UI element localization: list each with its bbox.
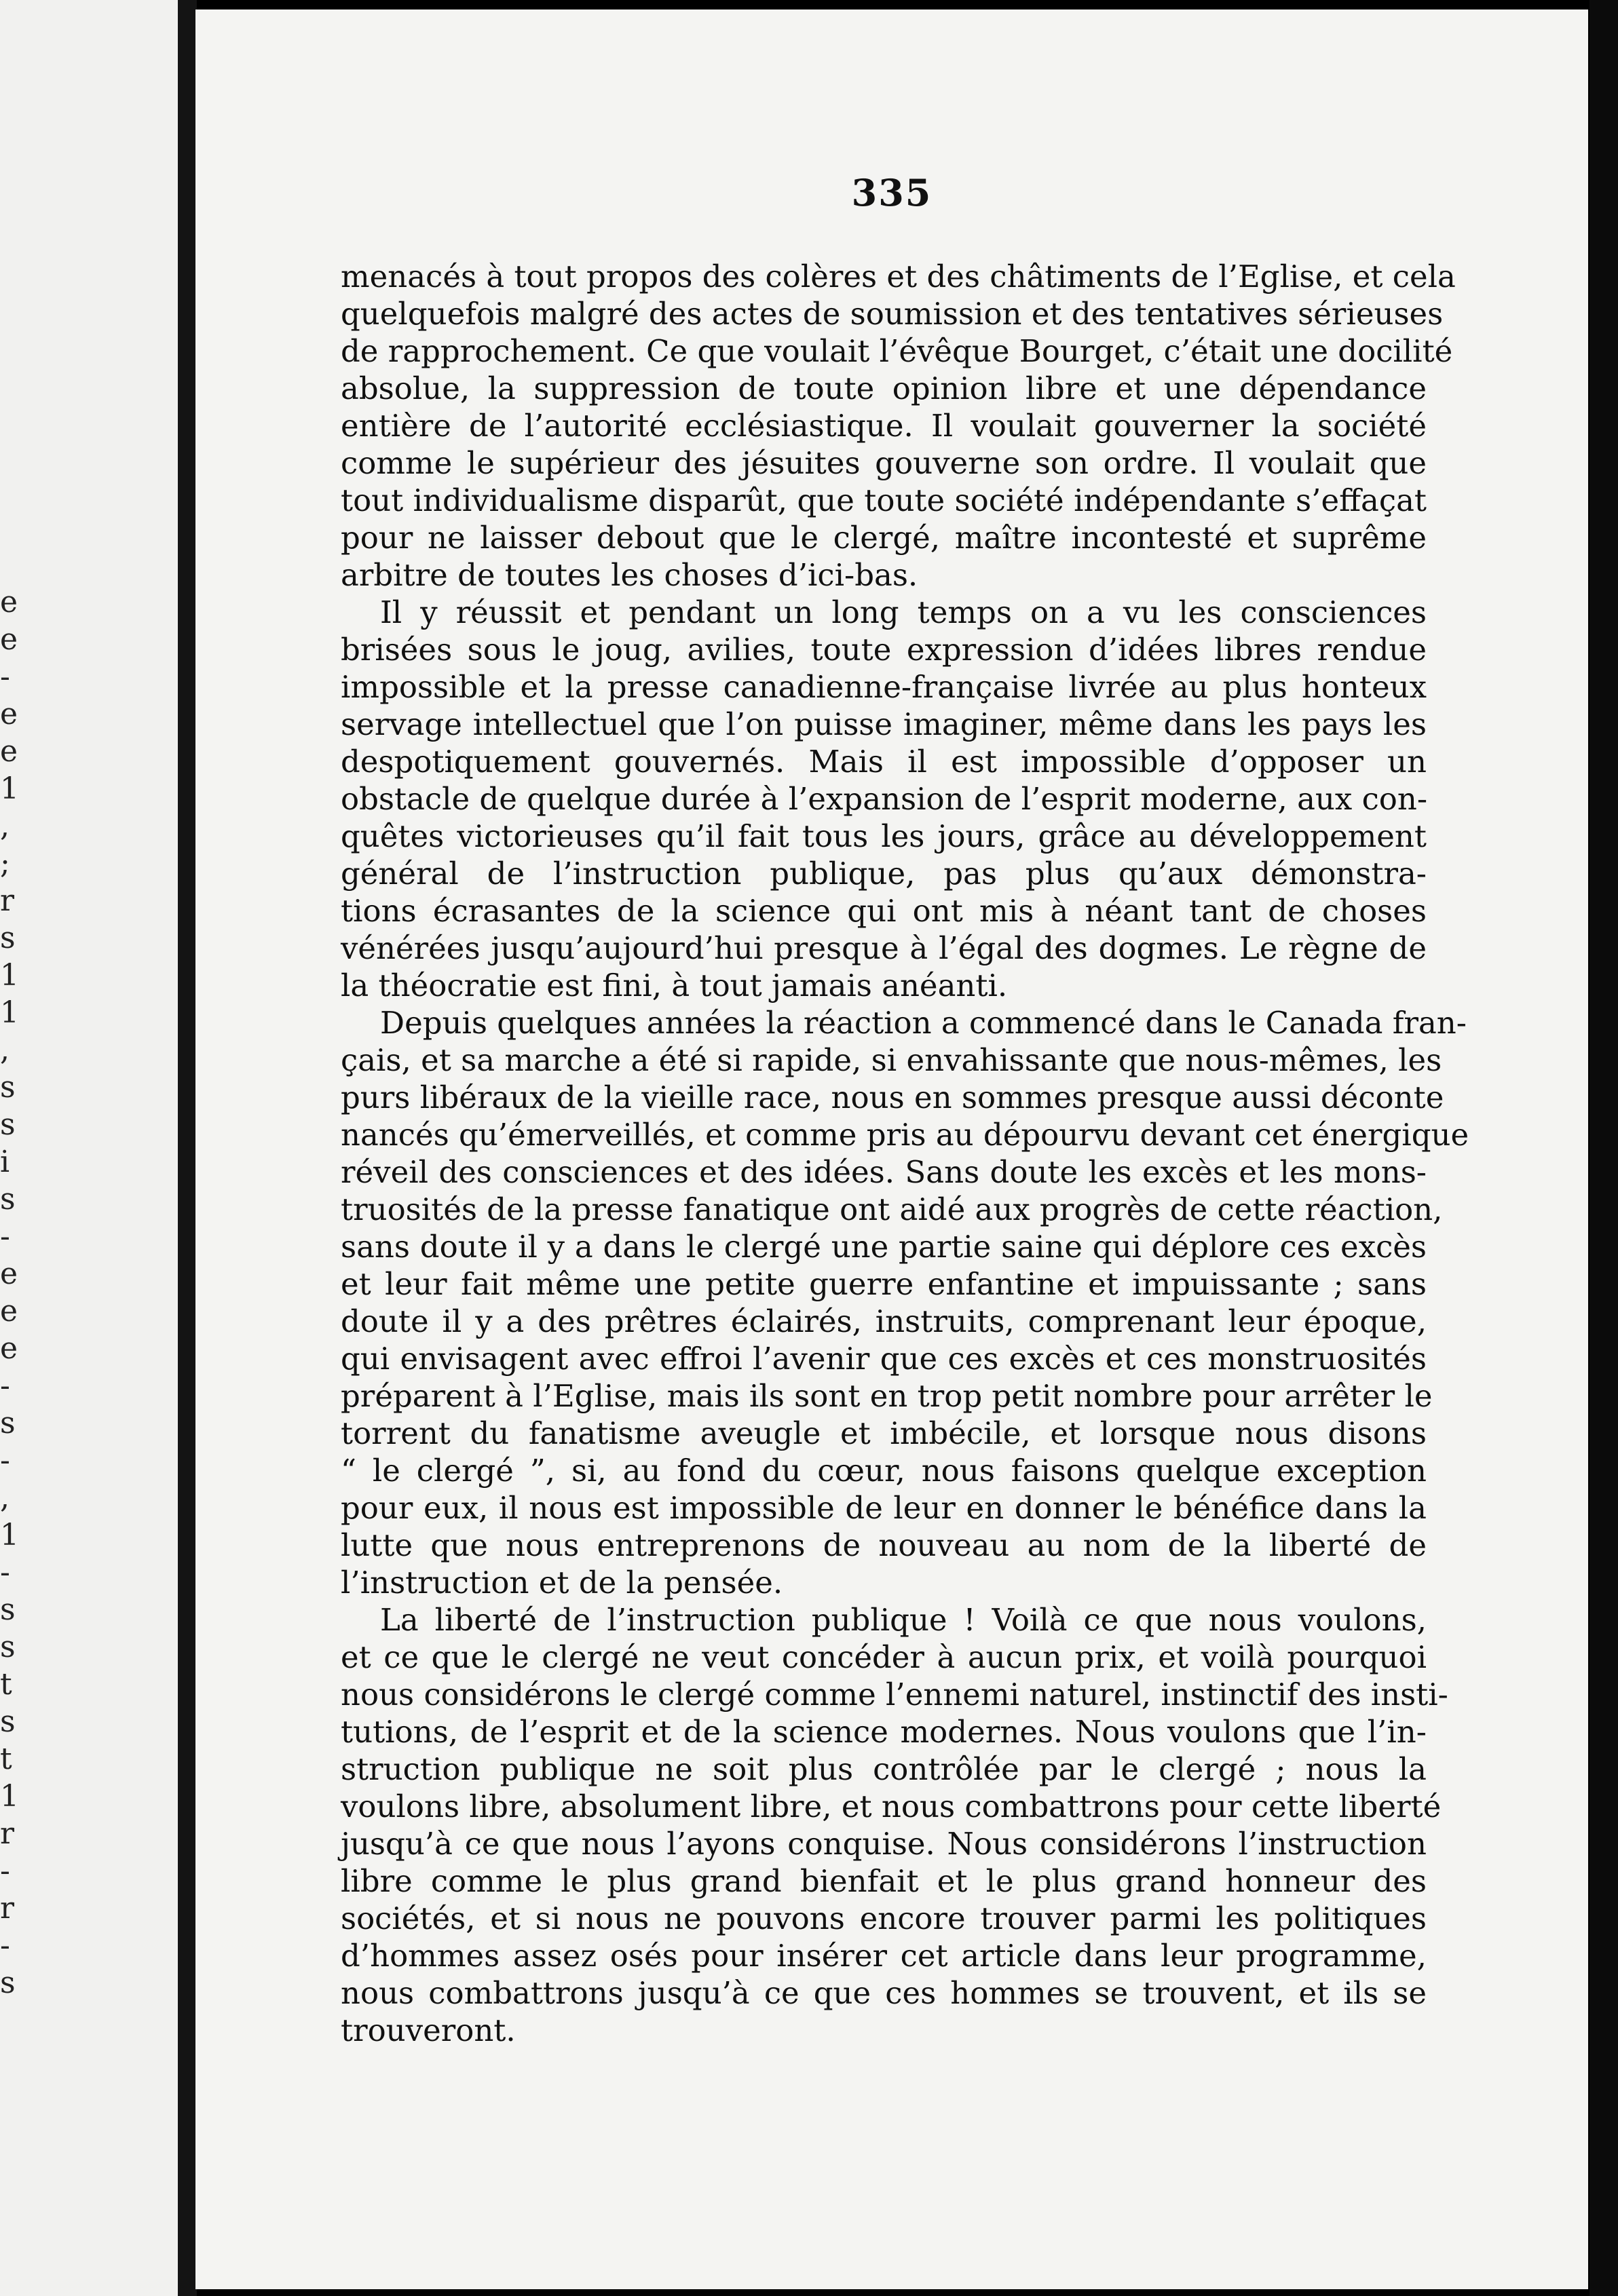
text-line: purs libéraux de la vieille race, nous en sommes presque aussi déconte	[341, 1079, 1444, 1115]
edge-fragment: s	[0, 1406, 16, 1440]
adjacent-page-text-fragments	[0, 583, 20, 2002]
edge-fragment: 1	[0, 1779, 19, 1814]
edge-fragment: -	[0, 1854, 10, 1888]
text-line: “ le clergé ”, si, au fond du cœur, nous faisons quelque exception	[341, 1453, 1427, 1489]
text-line: struction publique ne soit plus contrôlée par le clergé ; nous la	[341, 1751, 1427, 1787]
edge-fragment: ,	[0, 809, 10, 843]
paragraph	[341, 258, 1456, 594]
edge-fragment: e	[0, 1294, 18, 1328]
paragraph	[341, 594, 1427, 1004]
text-line: menacés à tout propos des colères et des châtiments de l’Eglise, et cela	[341, 259, 1456, 294]
edge-fragment: i	[0, 1145, 10, 1179]
text-line: nous combattrons jusqu’à ce que ces hommes se trouvent, et ils se	[341, 1975, 1427, 2011]
edge-fragment: s	[0, 1966, 16, 2000]
paragraph	[341, 1004, 1469, 1601]
text-line: réveil des consciences et des idées. Sans doute les excès et les mons-	[341, 1154, 1427, 1190]
text-line: nancés qu’émerveillés, et comme pris au dépourvu devant cet énergique	[341, 1117, 1469, 1153]
edge-fragment: -	[0, 1219, 10, 1254]
text-line: tions écrasantes de la science qui ont mis à néant tant de choses	[341, 893, 1427, 929]
text-line: Il y réussit et pendant un long temps on a vu les consciences	[380, 594, 1427, 630]
edge-fragment: s	[0, 1107, 16, 1142]
text-line: vénérées jusqu’aujourd’hui presque à l’égal des dogmes. Le règne de	[341, 930, 1427, 966]
edge-fragment: s	[0, 1704, 16, 1739]
edge-fragment: ,	[0, 1033, 10, 1067]
text-line: pour eux, il nous est impossible de leur en donner le bénéfice dans la	[341, 1490, 1427, 1526]
text-line: trouveront.	[341, 2012, 516, 2048]
page-gutter	[178, 0, 197, 2296]
text-line: jusqu’à ce que nous l’ayons conquise. Nous considérons l’instruction	[341, 1826, 1427, 1862]
text-line: obstacle de quelque durée à l’expansion de l’esprit moderne, aux con-	[341, 781, 1428, 817]
body-text	[341, 258, 1469, 2049]
edge-fragment: e	[0, 1331, 18, 1366]
text-line: préparent à l’Eglise, mais ils sont en trop petit nombre pour arrêter le	[341, 1378, 1433, 1414]
edge-fragment: r	[0, 1891, 15, 1926]
text-line: sans doute il y a dans le clergé une partie saine qui déplore ces excès	[341, 1229, 1427, 1265]
edge-fragment: r	[0, 883, 15, 918]
edge-fragment: 1	[0, 995, 19, 1030]
text-line: quêtes victorieuses qu’il fait tous les jours, grâce au développement	[341, 818, 1427, 854]
adjacent-page-strip	[0, 0, 182, 2296]
edge-fragment: 1	[0, 958, 19, 993]
text-line: et ce que le clergé ne veut concéder à aucun prix, et voilà pourquoi	[341, 1639, 1427, 1675]
text-line: La liberté de l’instruction publique ! Voilà ce que nous voulons,	[380, 1602, 1427, 1638]
text-line: torrent du fanatisme aveugle et imbécile, et lorsque nous disons	[341, 1415, 1427, 1451]
edge-fragment: -	[0, 1555, 10, 1590]
book-page	[195, 9, 1588, 2289]
text-line: pour ne laisser debout que le clergé, maître incontesté et suprême	[341, 520, 1427, 556]
edge-fragment: t	[0, 1667, 12, 1702]
edge-fragment: s	[0, 1182, 16, 1217]
edge-fragment: -	[0, 1443, 10, 1478]
edge-fragment: ;	[0, 846, 10, 881]
text-line: général de l’instruction publique, pas plus qu’aux démonstra-	[341, 856, 1427, 892]
text-line: tout individualisme disparût, que toute société indépendante s’effaçat	[341, 482, 1427, 518]
text-line: Depuis quelques années la réaction a commencé dans le Canada fran-	[380, 1005, 1467, 1041]
text-line: entière de l’autorité ecclésiastique. Il voulait gouverner la société	[341, 408, 1427, 444]
edge-fragment: s	[0, 1070, 16, 1105]
text-line: la théocratie est fini, à tout jamais anéanti.	[341, 968, 1008, 1003]
paragraph	[341, 1601, 1448, 2049]
text-line: çais, et sa marche a été si rapide, si envahissante que nous-mêmes, les	[341, 1042, 1442, 1078]
text-line: impossible et la presse canadienne-française livrée au plus honteux	[341, 669, 1427, 705]
edge-fragment: e	[0, 1257, 18, 1291]
text-line: l’instruction et de la pensée.	[341, 1565, 783, 1601]
edge-fragment: -	[0, 1928, 10, 1963]
text-line: lutte que nous entreprenons de nouveau au nom de la liberté de	[341, 1527, 1427, 1563]
edge-fragment: -	[0, 1369, 10, 1403]
text-line: d’hommes assez osés pour insérer cet article dans leur programme,	[341, 1938, 1427, 1974]
text-line: voulons libre, absolument libre, et nous combattrons pour cette liberté	[341, 1788, 1442, 1824]
edge-fragment: -	[0, 659, 10, 694]
text-line: libre comme le plus grand bienfait et le plus grand honneur des	[341, 1863, 1427, 1899]
edge-fragment: t	[0, 1742, 12, 1776]
text-line: de rapprochement. Ce que voulait l’évêque Bourget, c’était une docilité	[341, 333, 1453, 369]
edge-fragment: r	[0, 1816, 15, 1851]
text-line: doute il y a des prêtres éclairés, instruits, comprenant leur époque,	[341, 1303, 1427, 1339]
edge-fragment: e	[0, 585, 18, 619]
edge-fragment: s	[0, 1630, 16, 1664]
edge-fragment: s	[0, 1592, 16, 1627]
text-line: despotiquement gouvernés. Mais il est impossible d’opposer un	[341, 744, 1427, 780]
edge-fragment: e	[0, 697, 18, 731]
text-line: sociétés, et si nous ne pouvons encore trouver parmi les politiques	[341, 1900, 1427, 1936]
edge-fragment: 1	[0, 771, 19, 806]
text-line: brisées sous le joug, avilies, toute expression d’idées libres rendue	[341, 632, 1427, 668]
text-line: tutions, de l’esprit et de la science modernes. Nous voulons que l’in-	[341, 1714, 1427, 1750]
edge-fragment: 1	[0, 1518, 19, 1552]
edge-fragment: s	[0, 921, 16, 955]
text-line: qui envisagent avec effroi l’avenir que ces excès et ces monstruosités	[341, 1341, 1427, 1377]
film-border-right	[1589, 0, 1618, 2296]
text-line: et leur fait même une petite guerre enfantine et impuissante ; sans	[341, 1266, 1427, 1302]
edge-fragment: ,	[0, 1480, 10, 1515]
text-line: arbitre de toutes les choses d’ici-bas.	[341, 557, 918, 593]
page-number: 335	[851, 171, 933, 214]
edge-fragment: e	[0, 622, 18, 657]
edge-fragment: e	[0, 734, 18, 769]
text-line: nous considérons le clergé comme l’ennemi naturel, instinctif des insti-	[341, 1677, 1448, 1713]
text-line: absolue, la suppression de toute opinion libre et une dépendance	[341, 370, 1427, 406]
text-line: quelquefois malgré des actes de soumission et des tentatives sérieuses	[341, 296, 1444, 332]
text-line: comme le supérieur des jésuites gouverne son ordre. Il voulait que	[341, 445, 1427, 481]
text-line: truosités de la presse fanatique ont aidé aux progrès de cette réaction,	[341, 1191, 1443, 1227]
text-line: servage intellectuel que l’on puisse imaginer, même dans les pays les	[341, 706, 1427, 742]
